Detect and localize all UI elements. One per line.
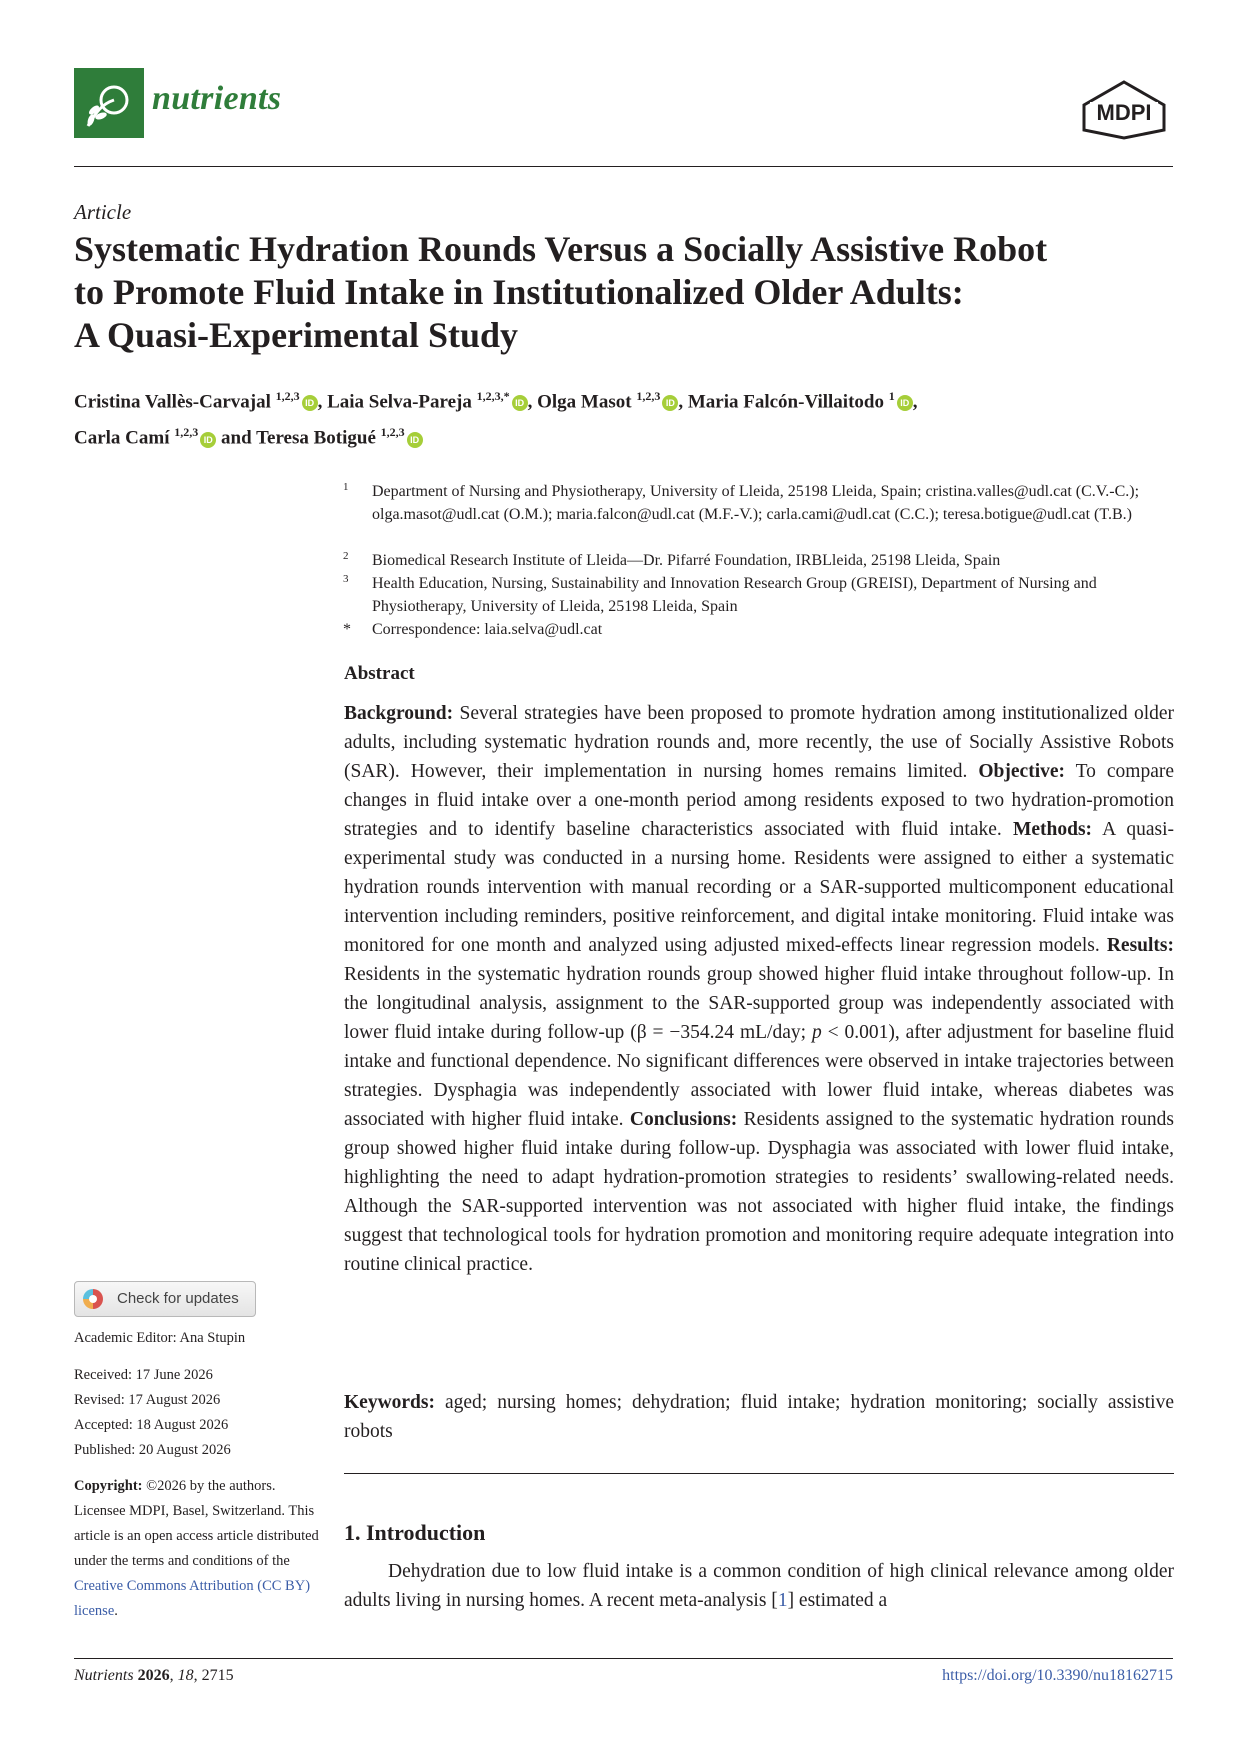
title-line: Systematic Hydration Rounds Versus a Socially Assistive Robot xyxy=(74,229,1048,269)
author-name[interactable]: Maria Falcón-Villaitodo xyxy=(687,391,884,413)
footer-citation: Nutrients 2026, 18, 2715 xyxy=(74,1667,234,1684)
author-name[interactable]: Cristina Vallès-Carvajal xyxy=(74,391,271,413)
methods-text: A quasi-experimental study was conducted in a nursing home. Residents were assigned to either a systematic hydration rounds intervention with manual recording or a SAR-supported multicomponent educational intervention including reminders, positive reinforcement, and digital intake monitoring. Fluid intake was monitored for one month and analyzed using adjusted mixed-effects linear regression models. xyxy=(344,819,1174,956)
author-list: Cristina Vallès-Carvajal $^{1,2,3}$ID , Laia Selva-Pareja $^{1,2,3,*}$ID , Olga Masot $^{1,2,3}$ID , Maria Falcón-Villaitodo $^1$ID , Carla Camí $^{1,2,3}$ID and Teresa Botigué $^{1,2,3}$ID xyxy=(74,389,918,449)
article-title xyxy=(74,228,1174,357)
results-text-continued: < 0.001), after adjustment for baseline fluid intake and functional dependence. No significant differences were observed in intake trajectories between strategies. Dysphagia was independently associated with lower fluid intake, whereas diabetes was associated with higher fluid intake. xyxy=(344,1022,1175,1130)
author-affiliation-sup: 1,2,3 xyxy=(636,389,661,403)
header-rule xyxy=(74,166,1173,167)
methods-label: Methods: xyxy=(1012,819,1093,840)
author-affiliation-sup: 1,2,3 xyxy=(275,389,300,403)
section-divider xyxy=(344,1473,1174,1474)
check-for-updates-label: Check for updates xyxy=(117,1290,239,1307)
footer-article-number: 2715 xyxy=(201,1667,234,1684)
check-for-updates-button[interactable] xyxy=(74,1281,256,1317)
author-affiliation-sup: 1,2,3,* xyxy=(476,389,510,403)
copyright-notice xyxy=(74,1474,324,1624)
footer-rule xyxy=(74,1658,1173,1659)
results-text: Residents in the systematic hydration rounds group showed higher fluid intake throughout follow-up. In the longitudinal analysis, assignment to the SAR-supported group was independently associated with lower fluid intake during follow-up (β = −354.24 mL/day; xyxy=(344,964,1174,1043)
orcid-icon[interactable]: ID xyxy=(407,432,423,448)
affiliation-number: 2 xyxy=(343,550,349,562)
correspondence-marker: * xyxy=(343,621,351,638)
update-check-icon xyxy=(83,1289,103,1309)
citation-link[interactable]: 1 xyxy=(777,1590,788,1611)
journal-logo xyxy=(74,68,144,138)
correspondence xyxy=(344,618,1174,641)
intro-text: Dehydration due to low fluid intake is a common condition of high clinical relevance among older adults living in nursing homes. A recent meta-analysis [ xyxy=(344,1561,1174,1611)
author-name[interactable]: Olga Masot xyxy=(537,391,632,413)
background-label: Background: xyxy=(344,703,454,724)
date-received: Received: 17 June 2026 xyxy=(74,1367,213,1383)
license-end: . xyxy=(114,1603,118,1619)
keywords xyxy=(344,1388,1174,1446)
results-label: Results: xyxy=(1106,935,1175,956)
orcid-icon[interactable]: ID xyxy=(302,395,318,411)
author-name[interactable]: Teresa Botigué xyxy=(256,427,376,449)
author-affiliation-sup: 1,2,3 xyxy=(380,425,405,440)
leaf-wheel-icon xyxy=(74,68,144,138)
affiliation-text: Health Education, Nursing, Sustainability and Innovation Research Group (GREISI), Department of Nursing and Physiotherapy, University of Lleida, 25198 Lleida, Spain xyxy=(372,575,1097,615)
doi-link[interactable]: https://doi.org/10.3390/nu18162715 xyxy=(942,1667,1173,1684)
orcid-icon[interactable]: ID xyxy=(512,395,528,411)
journal-name: nutrients xyxy=(152,80,282,117)
affiliation-2 xyxy=(344,549,1174,572)
intro-text-continued: ] estimated a xyxy=(787,1590,888,1611)
p-value-symbol: p xyxy=(811,1022,822,1043)
affiliation-3 xyxy=(344,572,1174,618)
author-affiliation-sup: 1,2,3 xyxy=(174,425,199,440)
footer-year: 2026 xyxy=(137,1667,170,1684)
affiliation-text: Biomedical Research Institute of Lleida—Dr. Pifarré Foundation, IRBLleida, 25198 Lleida, Spain xyxy=(372,552,1001,569)
affiliation-number: 3 xyxy=(343,573,349,585)
license-link[interactable]: Creative Commons Attribution (CC BY) license xyxy=(74,1578,311,1619)
conclusions-label: Conclusions: xyxy=(629,1109,738,1130)
title-line: to Promote Fluid Intake in Institutionalized Older Adults: xyxy=(74,272,964,312)
mdpi-logo xyxy=(1076,80,1172,140)
copyright-text: ©2026 by the authors. Licensee MDPI, Basel, Switzerland. This article is an open access article distributed under the terms and conditions of the xyxy=(74,1478,319,1569)
affiliation-number: 1 xyxy=(343,481,349,493)
orcid-icon[interactable]: ID xyxy=(200,432,216,448)
background-text: Several strategies have been proposed to promote hydration among institutionalized older adults, including systematic hydration rounds and, more recently, the use of Socially Assistive Robots (SAR). However, their implementation in nursing homes remains limited. xyxy=(344,703,1175,782)
keywords-text: aged; nursing homes; dehydration; fluid intake; hydration monitoring; socially assistive robots xyxy=(344,1392,1174,1442)
author-affiliation-sup: 1 xyxy=(888,389,895,403)
objective-label: Objective: xyxy=(978,761,1066,782)
keywords-label: Keywords: xyxy=(344,1392,435,1413)
author-conjunction: and xyxy=(221,427,252,449)
mdpi-logo-text: MDPI xyxy=(1096,100,1152,125)
article-type: Article xyxy=(74,200,132,224)
section-heading-introduction: 1. Introduction xyxy=(344,1520,486,1545)
academic-editor: Academic Editor: Ana Stupin xyxy=(74,1330,246,1346)
author-name[interactable]: Carla Camí xyxy=(74,427,170,449)
title-line: A Quasi-Experimental Study xyxy=(74,315,519,355)
abstract-body xyxy=(344,699,1174,1279)
footer-journal: Nutrients xyxy=(74,1667,134,1684)
copyright-label: Copyright: xyxy=(74,1478,143,1494)
affiliation-1 xyxy=(344,480,1174,526)
footer-volume: 18 xyxy=(177,1667,194,1684)
date-accepted: Accepted: 18 August 2026 xyxy=(74,1417,229,1433)
date-published: Published: 20 August 2026 xyxy=(74,1442,231,1458)
objective-text: To compare changes in fluid intake over a one-month period among residents exposed to two hydration-promotion strategies and to identify baseline characteristics associated with fluid intake. xyxy=(344,761,1174,840)
conclusions-text: Residents assigned to the systematic hydration rounds group showed higher fluid intake during follow-up. Dysphagia was associated with lower fluid intake, highlighting the need to adapt hydration-promotion strategies to residents’ swallowing-related needs. Although the SAR-supported intervention was not associated with higher fluid intake, the findings suggest that technological tools for hydration promotion and monitoring require adequate integration into routine clinical practice. xyxy=(344,1109,1175,1275)
orcid-icon[interactable]: ID xyxy=(897,395,913,411)
author-name[interactable]: Laia Selva-Pareja xyxy=(327,391,472,413)
abstract-heading: Abstract xyxy=(344,663,415,684)
introduction-paragraph xyxy=(344,1557,1174,1615)
orcid-icon[interactable]: ID xyxy=(662,395,678,411)
date-revised: Revised: 17 August 2026 xyxy=(74,1392,221,1408)
correspondence-text: Correspondence: laia.selva@udl.cat xyxy=(372,621,603,638)
affiliation-text: Department of Nursing and Physiotherapy, University of Lleida, 25198 Lleida, Spain; cristina.valles@udl.cat (C.V.-C.); olga.masot@udl.cat (O.M.); maria.falcon@udl.cat (M.F.-V.); carla.cami@udl.cat (C.C.); teresa.botigue@udl.cat (T.B.) xyxy=(372,483,1140,523)
